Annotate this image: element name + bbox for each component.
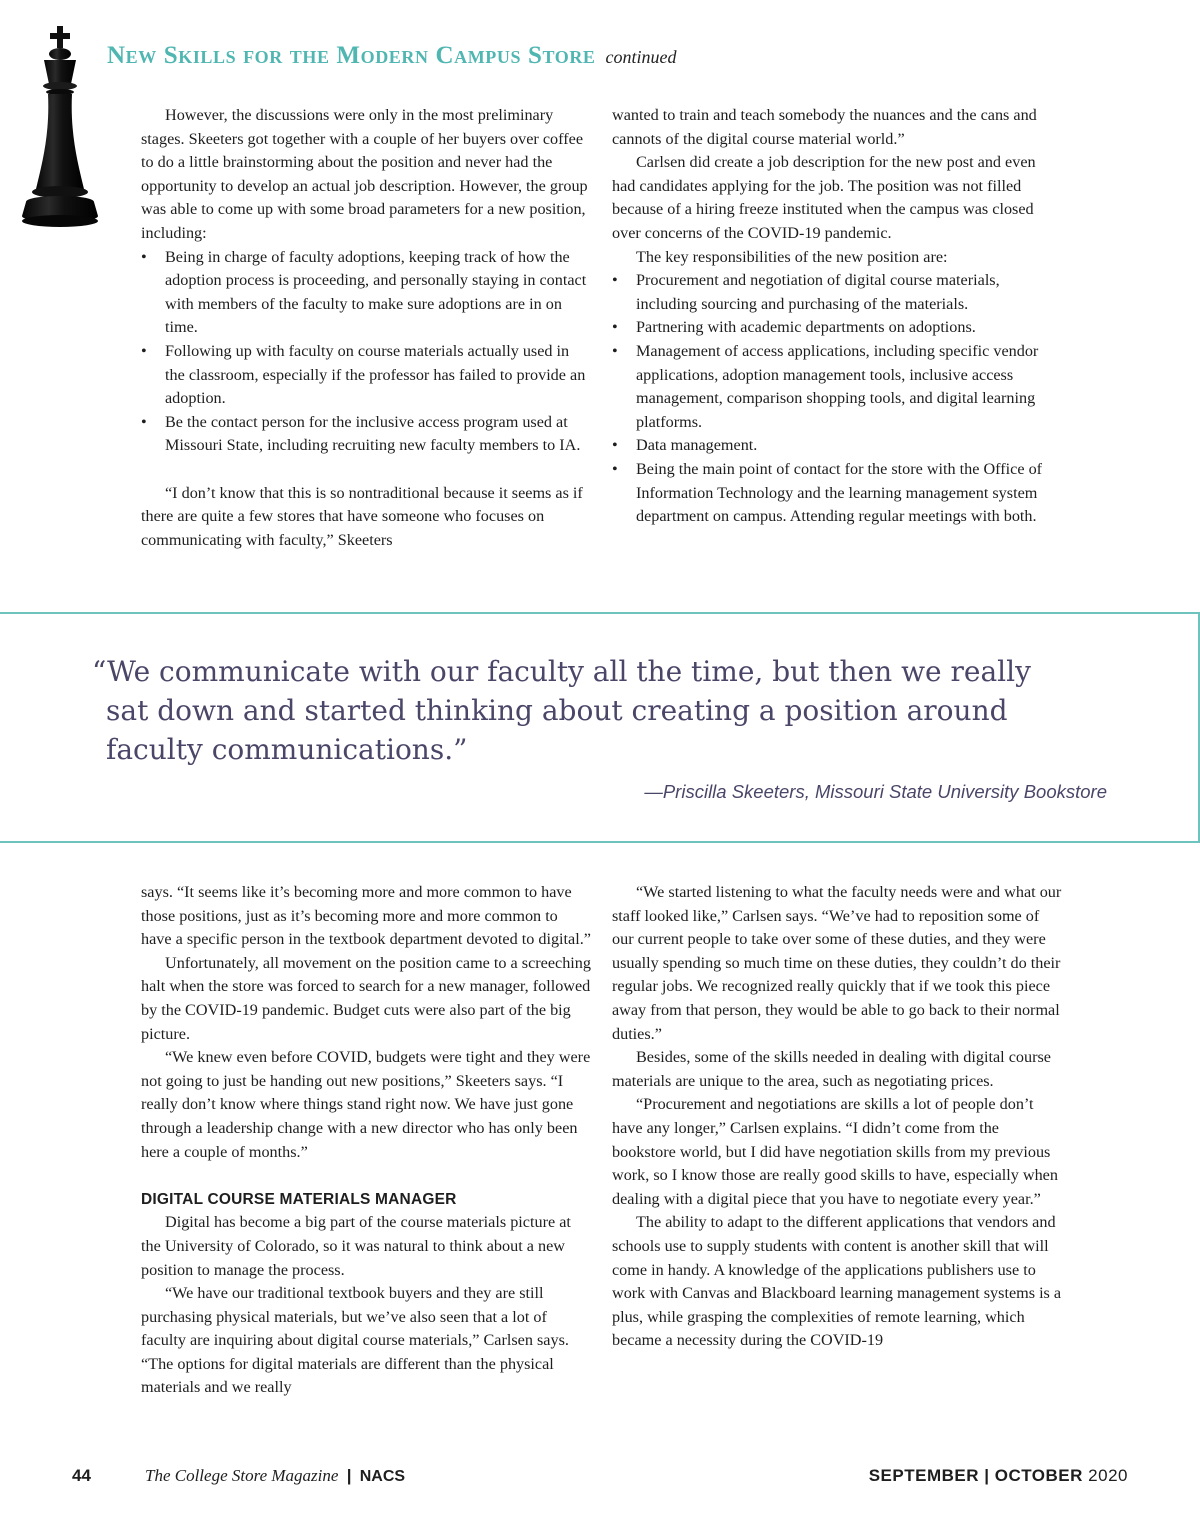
organization-name: NACS bbox=[359, 1468, 406, 1485]
issue-separator: | bbox=[984, 1466, 990, 1485]
section-heading: DIGITAL COURSE MATERIALS MANAGER bbox=[141, 1190, 457, 1208]
paragraph: “We knew even before COVID, budgets were tight and they were not going to just be handing out new positions,” Skeeters says. “I really don’t know where things stand right now. We have just gone through a leadership change with a new director who has only been here a couple of months.” bbox=[141, 1048, 591, 1161]
continued-label: continued bbox=[605, 47, 677, 67]
list-item: • Data management. bbox=[612, 434, 1062, 458]
running-header bbox=[107, 42, 677, 70]
paragraph: The ability to adapt to the different applications that vendors and schools use to supply students with content is another skill that will come in handy. A knowledge of the applications publishers use to work with Canvas and Blackboard learning management systems is a plus, while grasping the complexities of remote learning, which became a necessity during the COVID-19 bbox=[612, 1213, 1062, 1350]
pull-quote-attribution: —Priscilla Skeeters, Missouri State University Bookstore bbox=[644, 781, 1107, 802]
bullet-list bbox=[612, 269, 1062, 529]
paragraph: Carlsen did create a job description for the new post and even had candidates applying for the job. The position was not filled because of a hiring freeze instituted when the campus was closed over concerns of the COVID-19 pandemic. bbox=[612, 153, 1036, 242]
paragraph: However, the discussions were only in the most preliminary stages. Skeeters got together with a couple of her buyers over coffee to do a little brainstorming about the position and never had the opportunity to develop an actual job description. However, the group was able to come up with some broad parameters for a new position, including: bbox=[141, 106, 588, 242]
list-item: • Be the contact person for the inclusive access program used at Missouri State, including recruiting new faculty members to IA. bbox=[141, 411, 591, 458]
issue-date bbox=[869, 1466, 1128, 1486]
issue-year: 2020 bbox=[1088, 1466, 1128, 1485]
column-1 bbox=[141, 104, 591, 552]
magazine-name: The College Store Magazine bbox=[145, 1466, 339, 1485]
paragraph: “I don’t know that this is so nontraditional because it seems as if there are quite a few stores that have someone who focuses on communicating with faculty,” Skeeters bbox=[141, 483, 583, 549]
page-number: 44 bbox=[72, 1466, 91, 1485]
paragraph: “We started listening to what the faculty needs were and what our staff looked like,” Carlsen says. “We’ve had to reposition some of our current people to take over some of these duties, and they were usually spending so much time on these duties, they couldn’t do their regular jobs. We recognized really quickly that if we took this piece away from that person, they would be able to go back to their normal duties.” bbox=[612, 883, 1062, 1043]
pull-quote-line: sat down and started thinking about creating a position around bbox=[106, 694, 1008, 727]
list-item: • Following up with faculty on course materials actually used in the classroom, especially if the professor has failed to provide an adoption. bbox=[141, 340, 591, 411]
paragraph: Digital has become a big part of the course materials picture at the University of Colorado, so it was natural to think about a new position to manage the process. bbox=[141, 1213, 571, 1279]
footer-separator: | bbox=[346, 1466, 352, 1485]
issue-month-1: SEPTEMBER bbox=[868, 1466, 979, 1485]
magazine-credit bbox=[145, 1466, 405, 1486]
list-item: • Procurement and negotiation of digital course materials, including sourcing and purchasing of the materials. bbox=[612, 269, 1062, 316]
column-3 bbox=[141, 881, 591, 1400]
column-2 bbox=[612, 104, 1062, 529]
paragraph: says. “It seems like it’s becoming more and more common to have those positions, just as it’s becoming more and more common to have a specific person in the textbook department devoted to digital.” bbox=[141, 883, 591, 949]
article-title: New Skills for the Modern Campus Store bbox=[107, 42, 596, 69]
paragraph: “We have our traditional textbook buyers and they are still purchasing physical materials, but we’ve also seen that a lot of faculty are inquiring about digital course materials,” Carlsen says. “The options for digital materials are different than the physical materials and we really bbox=[141, 1284, 569, 1397]
column-4 bbox=[612, 881, 1062, 1353]
list-item: • Partnering with academic departments on adoptions. bbox=[612, 316, 1062, 340]
paragraph: wanted to train and teach somebody the nuances and the cans and cannots of the digital course material world.” bbox=[612, 106, 1037, 148]
issue-month-2: OCTOBER bbox=[994, 1466, 1083, 1485]
pull-quote-line: “We communicate with our faculty all the time, but then we really bbox=[92, 655, 1031, 688]
bullet-list bbox=[141, 246, 591, 458]
list-item: • Being the main point of contact for the store with the Office of Information Technology and the learning management system department on campus. Attending regular meetings with both. bbox=[612, 458, 1062, 529]
chess-king-illustration bbox=[14, 24, 106, 230]
paragraph: Unfortunately, all movement on the position came to a screeching halt when the store was forced to search for a new manager, followed by the COVID-19 pandemic. Budget cuts were also part of the big picture. bbox=[141, 953, 591, 1043]
pull-quote-line: faculty communications.” bbox=[106, 733, 468, 766]
paragraph: The key responsibilities of the new position are: bbox=[636, 247, 948, 266]
list-item: • Being in charge of faculty adoptions, keeping track of how the adoption process is proceeding, and personally staying in contact with members of the faculty to make sure adoptions are in on time. bbox=[141, 246, 591, 340]
list-item: • Management of access applications, including specific vendor applications, adoption management tools, inclusive access management, comparison shopping tools, and digital learning platforms. bbox=[612, 340, 1062, 434]
page-footer bbox=[0, 1466, 1200, 1492]
pull-quote bbox=[92, 652, 1042, 769]
paragraph: Besides, some of the skills needed in dealing with digital course materials are unique to the area, such as negotiating prices. bbox=[612, 1048, 1051, 1090]
paragraph: “Procurement and negotiations are skills a lot of people don’t have any longer,” Carlsen explains. “I didn’t come from the bookstore world, but I did have negotiation skills from my previous work, so I know those are really good skills to have, especially when dealing with a digital piece that you have to negotiate every year.” bbox=[612, 1095, 1058, 1208]
